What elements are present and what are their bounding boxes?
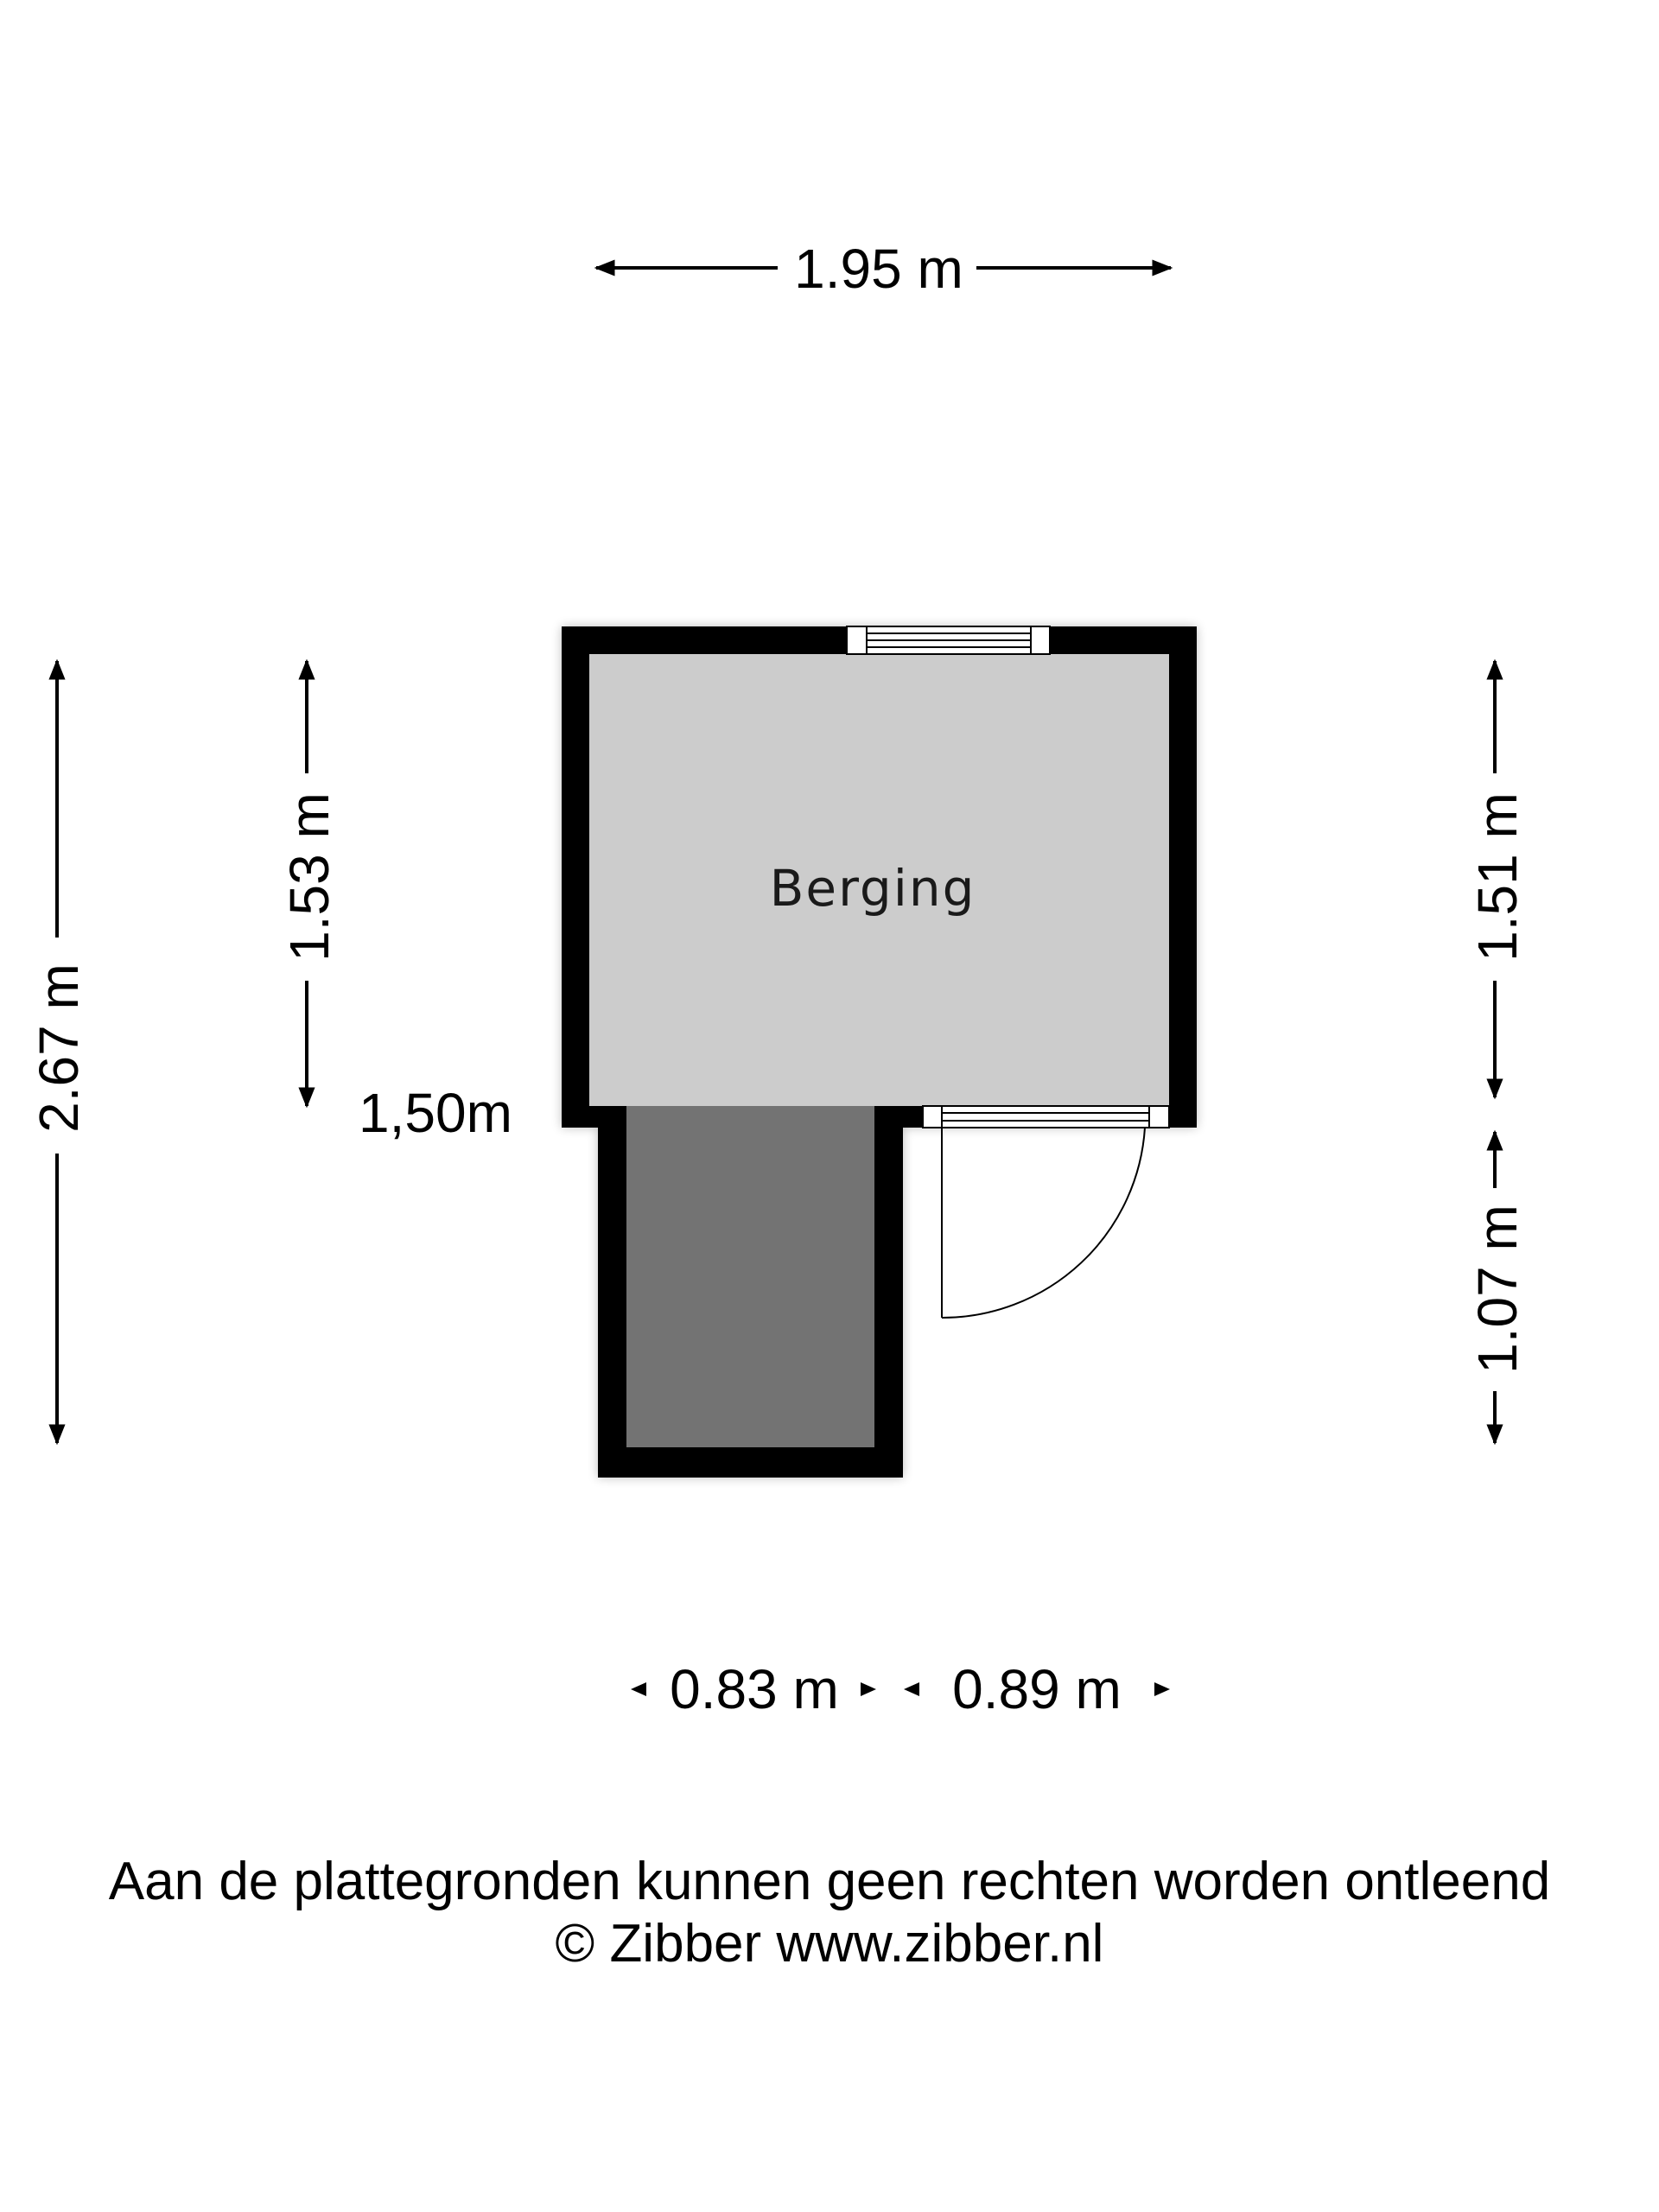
disclaimer-text: Aan de plattegronden kunnen geen rechten worden ontleend bbox=[108, 1852, 1551, 1911]
dimension-label-step: 1,50m bbox=[359, 1082, 512, 1144]
dimension-label-lower-height-right: 1.07 m bbox=[1466, 1205, 1529, 1374]
room-label-berging: Berging bbox=[769, 859, 976, 918]
dimension-room-height-right bbox=[1466, 661, 1529, 1097]
dimension-total-height bbox=[28, 661, 90, 1443]
dimension-bottom-right bbox=[904, 1658, 1170, 1720]
floorplan-shape bbox=[562, 626, 1197, 1478]
corridor-floor bbox=[626, 1106, 874, 1447]
dimension-label-room-height-left: 1.53 m bbox=[278, 792, 340, 962]
dimension-label-bottom-left: 0.83 m bbox=[670, 1658, 839, 1720]
dimension-label-top-width: 1.95 m bbox=[794, 238, 963, 300]
window-top bbox=[847, 626, 1050, 654]
dimension-room-height-left bbox=[278, 661, 340, 1106]
dimension-top-width bbox=[596, 238, 1171, 300]
dimension-label-room-height-right: 1.51 m bbox=[1466, 792, 1529, 962]
dimension-label-total-height: 2.67 m bbox=[28, 963, 90, 1133]
dimension-label-bottom-right: 0.89 m bbox=[952, 1658, 1122, 1720]
dimension-bottom-left bbox=[631, 1658, 876, 1720]
copyright-text: © Zibber www.zibber.nl bbox=[555, 1914, 1104, 1974]
dimension-lower-height-right bbox=[1466, 1132, 1529, 1443]
door bbox=[923, 1106, 1169, 1318]
